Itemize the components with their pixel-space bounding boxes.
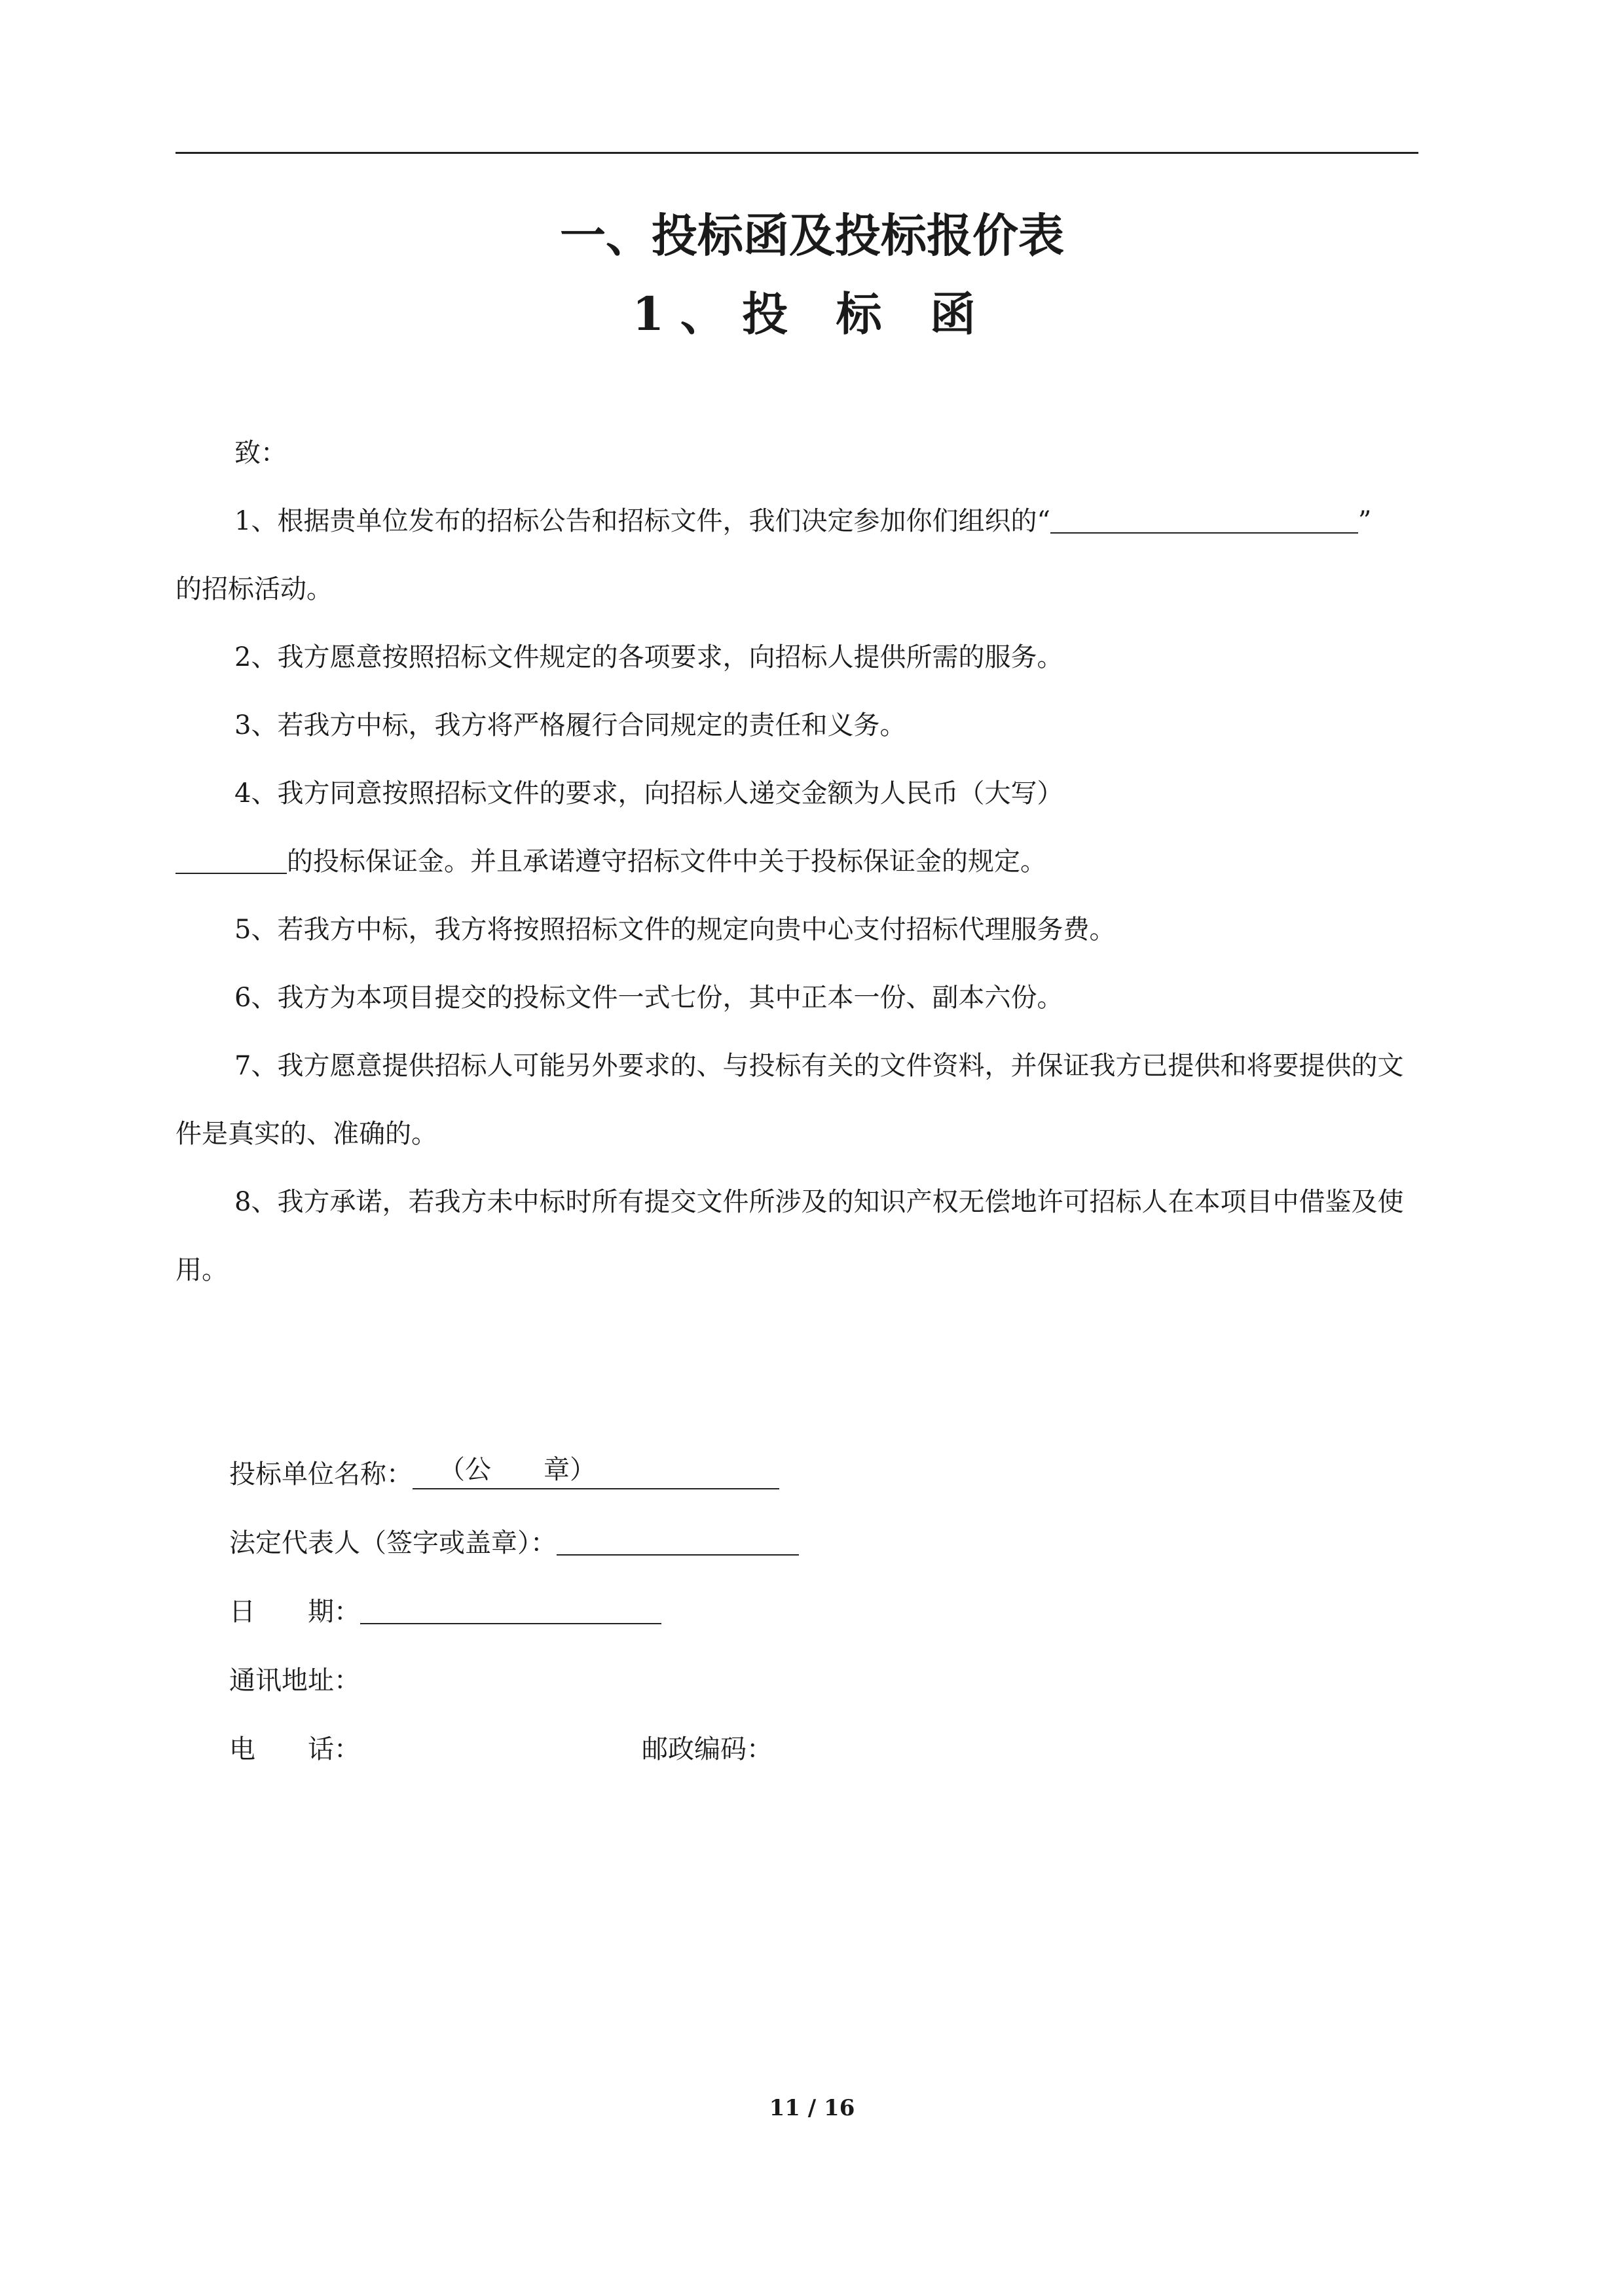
- paragraph-1: [175, 487, 1420, 623]
- bidder-name-field: [413, 1455, 779, 1489]
- header-rule: [175, 152, 1418, 154]
- paragraph-1-text-c: 的招标活动。: [175, 574, 333, 604]
- paragraph-1-text-b: ”: [1357, 506, 1372, 536]
- postal-code-label: 邮政编码：: [642, 1734, 773, 1764]
- paragraph-4-text-b: 的投标保证金。并且承诺遵守招标文件中关于投标保证金的规定。: [287, 847, 1046, 877]
- legal-rep-field: [557, 1525, 799, 1556]
- paragraph-8: 8、我方承诺，若我方未中标时所有提交文件所涉及的知识产权无偿地许可招标人在本项目中借鉴及使用。: [175, 1187, 1404, 1285]
- bidder-name-label: 投标单位名称：: [229, 1459, 413, 1489]
- date-row: [229, 1578, 1277, 1647]
- date-label: 日 期：: [229, 1597, 360, 1627]
- paragraph-1-text-a: 1、根据贵单位发布的招标公告和招标文件，我们决定参加你们组织的“: [234, 506, 1050, 536]
- date-field: [360, 1594, 661, 1624]
- section-title: 一、投标函及投标报价表: [560, 208, 1064, 263]
- paragraph-7: 7、我方愿意提供招标人可能另外要求的、与投标有关的文件资料，并保证我方已提供和将要提供的文件是真实的、准确的。: [175, 1051, 1404, 1149]
- paragraph-4-text-a: 4、我方同意按照招标文件的要求，向招标人递交金额为人民币（大写）: [234, 778, 1063, 809]
- bidder-name-row: [229, 1440, 1277, 1509]
- paragraph-3: 3、若我方中标，我方将严格履行合同规定的责任和义务。: [234, 710, 906, 740]
- project-name-blank: [1050, 503, 1358, 534]
- deposit-amount-blank: [175, 844, 287, 874]
- legal-rep-label: 法定代表人（签字或盖章）：: [229, 1528, 557, 1558]
- page-number: 11 / 16: [769, 2095, 855, 2121]
- paragraph-2: 2、我方愿意按照招标文件规定的各项要求，向招标人提供所需的服务。: [234, 642, 1063, 672]
- paragraph-6: 6、我方为本项目提交的投标文件一式七份，其中正本一份、副本六份。: [234, 983, 1063, 1013]
- signature-block: [229, 1440, 1277, 1784]
- phone-label: 电 话：: [229, 1734, 360, 1764]
- legal-rep-row: [229, 1509, 1277, 1578]
- address-label: 通讯地址：: [229, 1666, 360, 1696]
- salutation: 致：: [234, 438, 287, 468]
- paragraph-4: [175, 759, 1420, 896]
- letter-body: [175, 419, 1420, 1304]
- address-row: [229, 1647, 1277, 1715]
- phone-row: [229, 1715, 1277, 1784]
- document-title: 1、投 标 函: [632, 287, 992, 341]
- paragraph-5: 5、若我方中标，我方将按照招标文件的规定向贵中心支付招标代理服务费。: [234, 915, 1116, 945]
- bidder-seal-text: （公 章）: [439, 1455, 596, 1485]
